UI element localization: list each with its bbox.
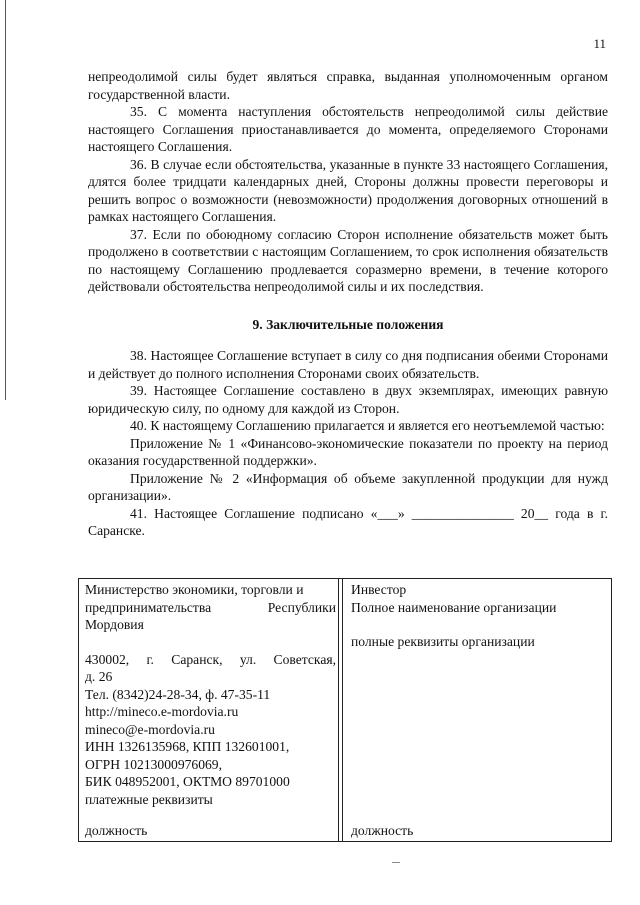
paragraph-41: 41. Настоящее Соглашение подписано «___» _______________ 20__ года в г. Саранске.	[88, 505, 608, 538]
ministry-name-line-2: предпринимательства Республики	[85, 599, 336, 615]
investor-full-name: Полное наименование организации	[351, 599, 557, 615]
paragraph-34-end: непреодолимой силы будет являться справка, выданная уполномоченным органом государственной власти.	[88, 69, 608, 102]
paragraph-35: 35. С момента наступления обстоятельств непреодолимой силы действие настоящего Соглашения приостанавливается до момента, определяемого Сторонами настоящего Соглашения.	[88, 104, 608, 154]
ministry-payment-details: платежные реквизиты	[85, 791, 213, 807]
section-title: 9. Заключительные положения	[252, 316, 444, 332]
paragraph-40: 40. К настоящему Соглашению прилагается и является его неотъемлемой частью:	[130, 418, 605, 433]
investor-signature-block	[343, 579, 611, 841]
ministry-ogrn: ОГРН 10213000976069,	[85, 756, 223, 772]
ministry-address-line-1: 430002, г. Саранск, ул. Советская,	[85, 651, 336, 667]
investor-details: полные реквизиты организации	[351, 634, 535, 649]
investor-position-label: должность	[351, 822, 414, 838]
ministry-name-line-1: Министерство экономики, торговли и	[85, 582, 304, 597]
investor-role: Инвестор	[351, 582, 407, 597]
signature-table	[78, 578, 612, 842]
ministry-inn-kpp: ИНН 1326135968, КПП 132601001,	[85, 739, 290, 754]
paragraph-37: 37. Если по обоюдному согласию Сторон исполнение обязательств может быть продолжено в соответствии с настоящим Соглашением, то срок исполнения обязательств по настоящему Соглашению продлевается соразмерно времени, в течение которого действовали обстоятельства непреодолимой силы и их последствия.	[88, 226, 608, 294]
ministry-position-label: должность	[85, 822, 148, 838]
paragraph-38: 38. Настоящее Соглашение вступает в силу со дня подписания обеими Сторонами и действует до полного исполнения Сторонами своих обязательств.	[88, 348, 608, 381]
ministry-signature-block	[79, 579, 343, 841]
document-body	[88, 68, 608, 540]
page-number: 11	[593, 36, 606, 51]
ministry-bik-oktmo: БИК 048952001, ОКТМО 89701000	[85, 774, 290, 789]
page-edge-line	[5, 0, 6, 400]
ministry-email: mineco@e-mordovia.ru	[85, 721, 215, 737]
ministry-phone: Тел. (8342)24-28-34, ф. 47-35-11	[85, 686, 271, 702]
ministry-website: http://mineco.e-mordovia.ru	[85, 704, 239, 719]
ministry-address-line-2: д. 26	[85, 669, 113, 684]
paragraph-36: 36. В случае если обстоятельства, указанные в пункте 33 настоящего Соглашения, длятся более тридцати календарных дней, Стороны должны провести переговоры и решить вопрос о возможности (невозможности) продолжения договорных отношений в рамках настоящего Соглашения.	[88, 156, 608, 224]
scan-mark	[392, 862, 400, 863]
ministry-name-line-3: Мордовия	[85, 617, 144, 632]
appendix-1: Приложение № 1 «Финансово-экономические показатели по проекту на период оказания государственной поддержки».	[88, 435, 608, 468]
appendix-2: Приложение № 2 «Информация об объеме закупленной продукции для нужд организации».	[88, 470, 608, 503]
paragraph-39: 39. Настоящее Соглашение составлено в двух экземплярах, имеющих равную юридическую силу, по одному для каждой из Сторон.	[88, 383, 608, 416]
